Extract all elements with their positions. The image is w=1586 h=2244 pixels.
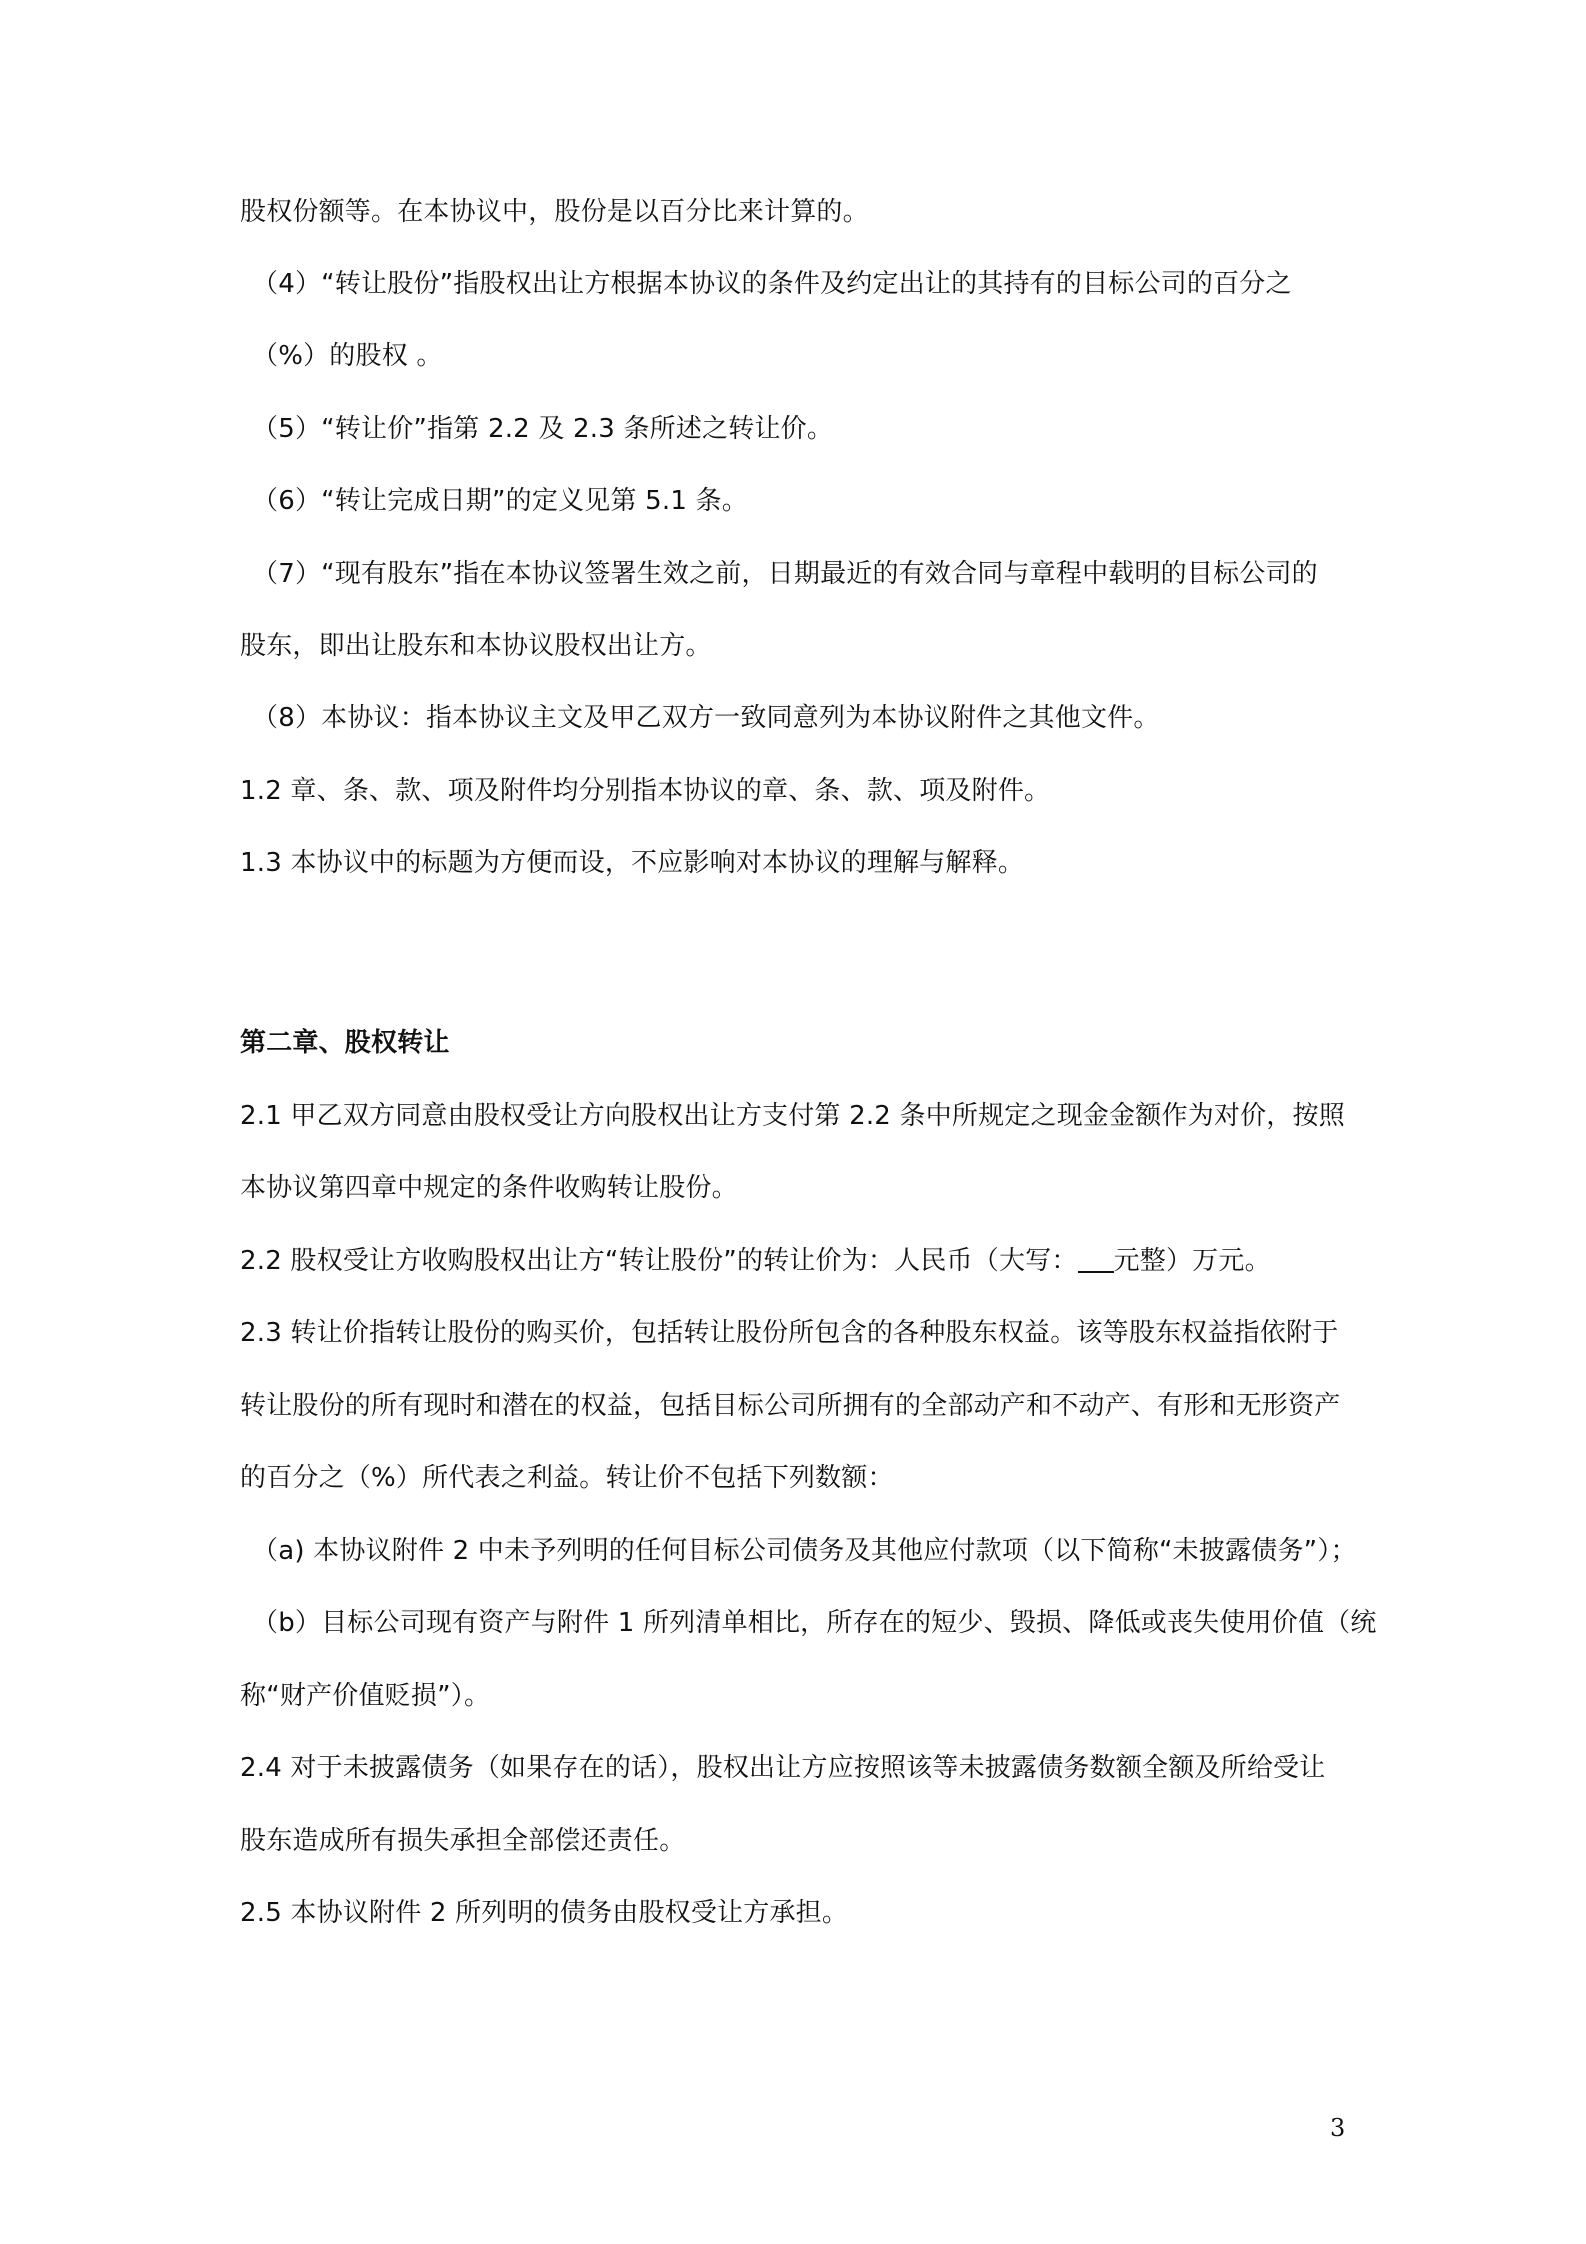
definition-item-6: （6）“转让完成日期”的定义见第 5.1 条。 bbox=[252, 486, 748, 516]
clause-1-3: 1.3 本协议中的标题为方便而设，不应影响对本协议的理解与解释。 bbox=[240, 848, 1025, 878]
text-line: 股东，即出让股东和本协议股权出让方。 bbox=[240, 631, 712, 661]
page-number: 3 bbox=[1330, 2114, 1346, 2142]
clause-2-2-suffix: 元整）万元。 bbox=[1113, 1246, 1271, 1276]
clause-2-5: 2.5 本协议附件 2 所列明的债务由股权受让方承担。 bbox=[240, 1898, 849, 1928]
clause-2-2 bbox=[240, 1241, 1360, 1281]
clause-2-2-text: 2.2 股权受让方收购股权出让方“转让股份”的转让价为：人民币（大写： bbox=[240, 1246, 1078, 1276]
amount-blank bbox=[1078, 1243, 1114, 1273]
exclusion-item-b: （b）目标公司现有资产与附件 1 所列清单相比，所存在的短少、毁损、降低或丧失使用价值（统 bbox=[252, 1608, 1377, 1638]
definition-item-8: （8）本协议：指本协议主文及甲乙双方一致同意列为本协议附件之其他文件。 bbox=[252, 703, 1160, 733]
text-line: （%）的股权 。 bbox=[252, 341, 443, 371]
definition-item-4: （4）“转让股份”指股权出让方根据本协议的条件及约定出让的其持有的目标公司的百分之 bbox=[252, 269, 1292, 299]
clause-2-4: 2.4 对于未披露债务（如果存在的话），股权出让方应按照该等未披露债务数额全额及所给受让 bbox=[240, 1753, 1326, 1783]
text-line: 股权份额等。在本协议中，股份是以百分比来计算的。 bbox=[240, 197, 869, 227]
chapter-heading: 第二章、股权转让 bbox=[240, 1028, 450, 1058]
exclusion-item-a: （a) 本协议附件 2 中未予列明的任何目标公司债务及其他应付款项（以下简称“未披露债务”）； bbox=[252, 1536, 1357, 1566]
clause-2-1: 2.1 甲乙双方同意由股权受让方向股权出让方支付第 2.2 条中所规定之现金金额作为对价，按照 bbox=[240, 1101, 1345, 1131]
text-line: 的百分之（%）所代表之利益。转让价不包括下列数额： bbox=[240, 1463, 894, 1493]
definition-item-5: （5）“转让价”指第 2.2 及 2.3 条所述之转让价。 bbox=[252, 414, 834, 444]
definition-item-7: （7）“现有股东”指在本协议签署生效之前，日期最近的有效合同与章程中载明的目标公司的 bbox=[252, 559, 1318, 589]
text-line: 转让股份的所有现时和潜在的权益，包括目标公司所拥有的全部动产和不动产、有形和无形资产 bbox=[240, 1391, 1341, 1421]
clause-2-3: 2.3 转让价指转让股份的购买价，包括转让股份所包含的各种股东权益。该等股东权益指依附于 bbox=[240, 1318, 1339, 1348]
clause-1-2: 1.2 章、条、款、项及附件均分别指本协议的章、条、款、项及附件。 bbox=[240, 776, 1051, 806]
text-line: 股东造成所有损失承担全部偿还责任。 bbox=[240, 1826, 686, 1856]
text-line: 本协议第四章中规定的条件收购转让股份。 bbox=[240, 1173, 738, 1203]
text-line: 称“财产价值贬损”）。 bbox=[240, 1681, 491, 1711]
